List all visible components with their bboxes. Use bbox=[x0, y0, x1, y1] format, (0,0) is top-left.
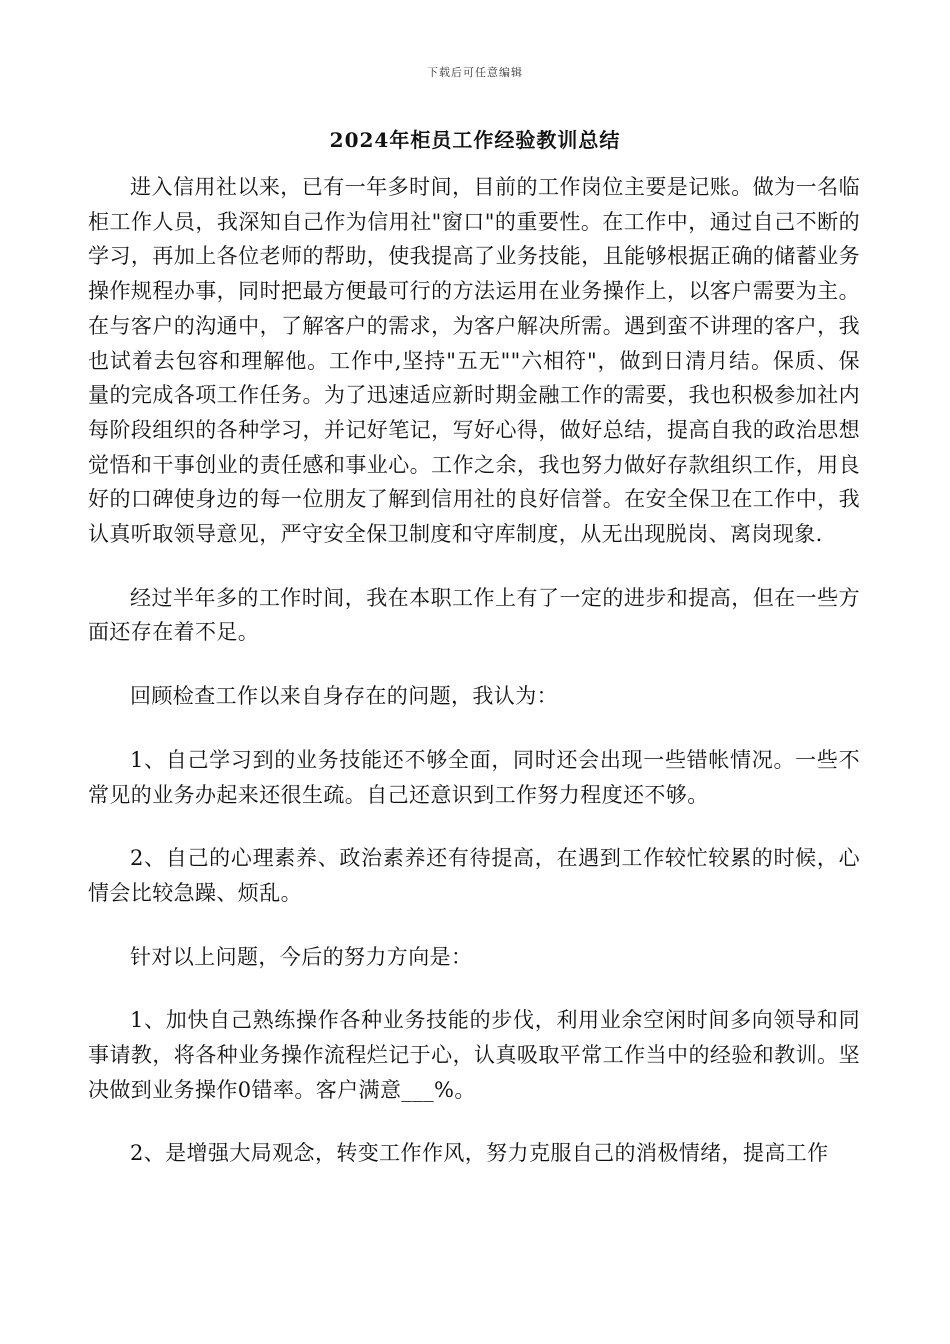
header-note: 下载后可任意编辑 bbox=[427, 66, 523, 79]
paragraph-direction-2: 2、是增强大局观念，转变工作作风，努力克服自己的消极情绪，提高工作 bbox=[130, 1141, 829, 1166]
paragraph-review-heading: 回顾检查工作以来自身存在的问题，我认为： bbox=[130, 684, 558, 709]
paragraph-problem-2: 2、自己的心理素养、政治素养还有待提高，在遇到工作较忙较累的时候，心情会比较急躁、烦乱。 bbox=[88, 846, 860, 905]
paragraph-intro: 进入信用社以来，已有一年多时间，目前的工作岗位主要是记账。做为一名临柜工作人员，我深知自己作为信用社"窗口"的重要性。在工作中，通过自己不断的学习，再加上各位老师的帮助，使我提高了业务技能，且能够根据正确的储蓄业务操作规程办事，同时把最方便最可行的方法运用在业务操作上，以客户需要为主。在与客户的沟通中，了解客户的需求，为客户解决所需。遇到蛮不讲理的客户，我也试着去包容和理解他。工作中,坚持"五无""六相符"，做到日清月结。保质、保量的完成各项工作任务。为了迅速适应新时期金融工作的需要，我也积极参加社内每阶段组织的各种学习，并记好笔记，写好心得，做好总结，提高自我的政治思想觉悟和干事创业的责任感和事业心。工作之余，我也努力做好存款组织工作，用良好的口碑使身边的每一位朋友了解到信用社的良好信誉。在安全保卫在工作中，我认真听取领导意见，严守安全保卫制度和守库制度，从无出现脱岗、离岗现象. bbox=[88, 175, 860, 547]
paragraph-problem-1: 1、自己学习到的业务技能还不够全面，同时还会出现一些错帐情况。一些不常见的业务办起来还很生疏。自己还意识到工作努力程度还不够。 bbox=[88, 747, 860, 807]
paragraph-direction-heading: 针对以上问题，今后的努力方向是： bbox=[130, 944, 473, 969]
paragraph-direction-1: 1、加快自己熟练操作各种业务技能的步伐，利用业余空闲时间多向领导和同事请教，将各种业务操作流程烂记于心，认真吸取平常工作当中的经验和教训。坚决做到业务操作0错率。客户满意___%。 bbox=[88, 1008, 860, 1102]
document-body bbox=[88, 170, 860, 1200]
paragraph-progress: 经过半年多的工作时间，我在本职工作上有了一定的进步和提高，但在一些方面还存在着不足。 bbox=[88, 585, 860, 645]
document-title: 2024年柜员工作经验教训总结 bbox=[329, 128, 621, 152]
